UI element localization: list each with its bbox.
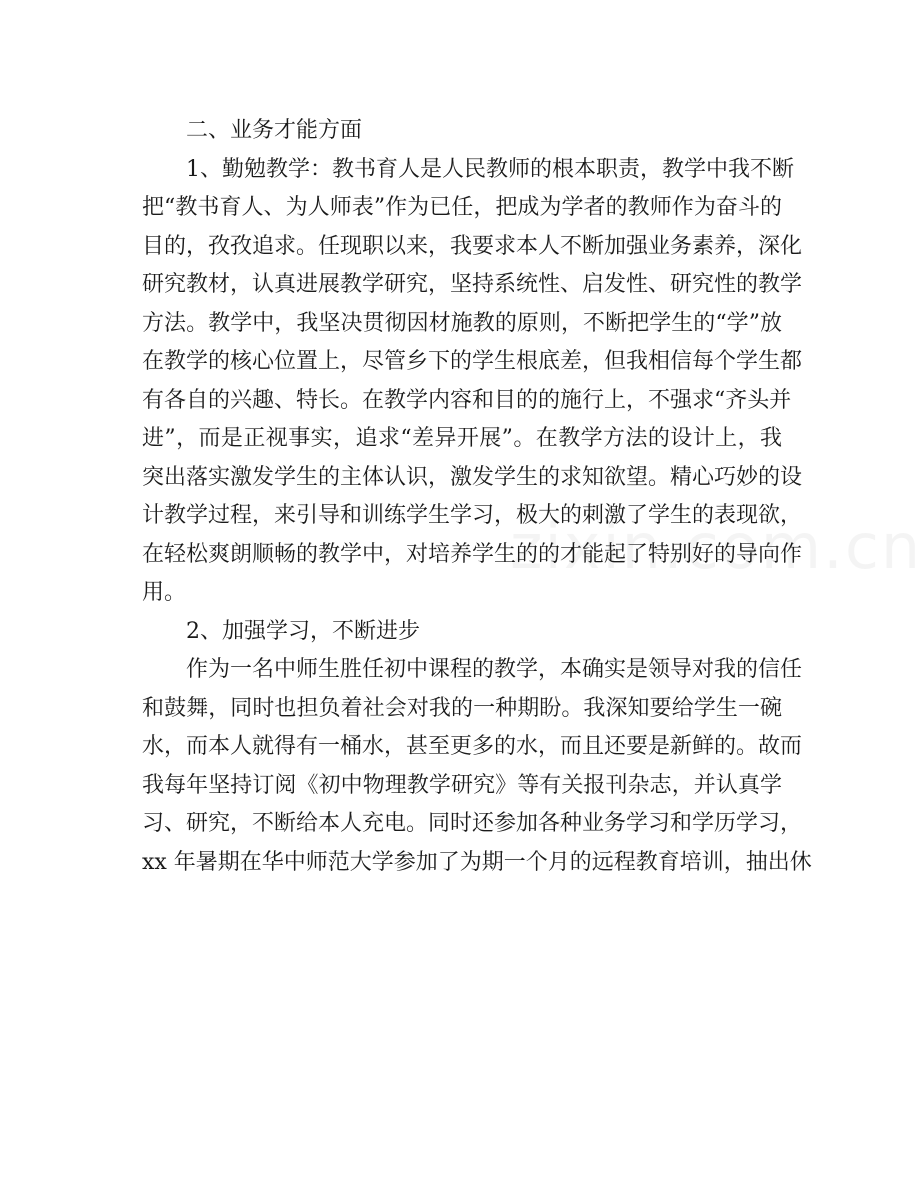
text-line: 作为一名中师生胜任初中课程的教学，本确实是领导对我的信任 [186,657,803,682]
text-line: 1、勤勉教学：教书育人是人民教师的根本职责，教学中我不断 [186,156,794,182]
text-line: 在教学的核心位置上，尽管乡下的学生根底差，但我相信每个学生都 [142,349,803,374]
text-line: 有各自的兴趣、特长。在教学内容和目的的施行上，不强求“齐头并 [142,387,792,413]
section-heading: 二、业务才能方面 [186,118,363,143]
text-line: 和鼓舞，同时也担负着社会对我的一种期盼。我深知要给学生一碗 [142,695,782,721]
text-line: 习、研究，不断给本人充电。同时还参加各种业务学习和学历学习， [142,811,803,836]
text-line: 用。 [142,580,187,605]
text-line: 在轻松爽朗顺畅的教学中，对培养学生的的才能起了特别好的导向作 [142,541,803,567]
subsection-heading: 2、加强学习，不断进步 [186,618,420,644]
text-line: 研究教材，认真进展教学研究，坚持系统性、启发性、研究性的教学 [142,272,803,297]
text-line: xx 年暑期在华中师范大学参加了为期一个月的远程教育培训，抽出休 [142,849,812,875]
text-line: 方法。教学中，我坚决贯彻因材施教的原则，不断把学生的“学”放 [142,310,782,336]
text-line: 把“教书育人、为人师表”作为已任，把成为学者的教师作为奋斗的 [142,195,782,220]
text-line: 目的，孜孜追求。任现职以来，我要求本人不断加强业务素养，深化 [142,233,803,259]
text-line: 我每年坚持订阅《初中物理教学研究》等有关报刊杂志，并认真学 [142,772,782,798]
text-line: 突出落实激发学生的主体认识，激发学生的求知欲望。精心巧妙的设 [142,464,803,490]
document-body [142,112,812,882]
text-line: 进”，而是正视事实，追求“差异开展”。在教学方法的设计上，我 [142,426,782,451]
text-line: 计教学过程，来引导和训练学生学习，极大的刺激了学生的表现欲， [142,503,803,528]
text-line: 水，而本人就得有一桶水，甚至更多的水，而且还要是新鲜的。故而 [142,734,803,759]
